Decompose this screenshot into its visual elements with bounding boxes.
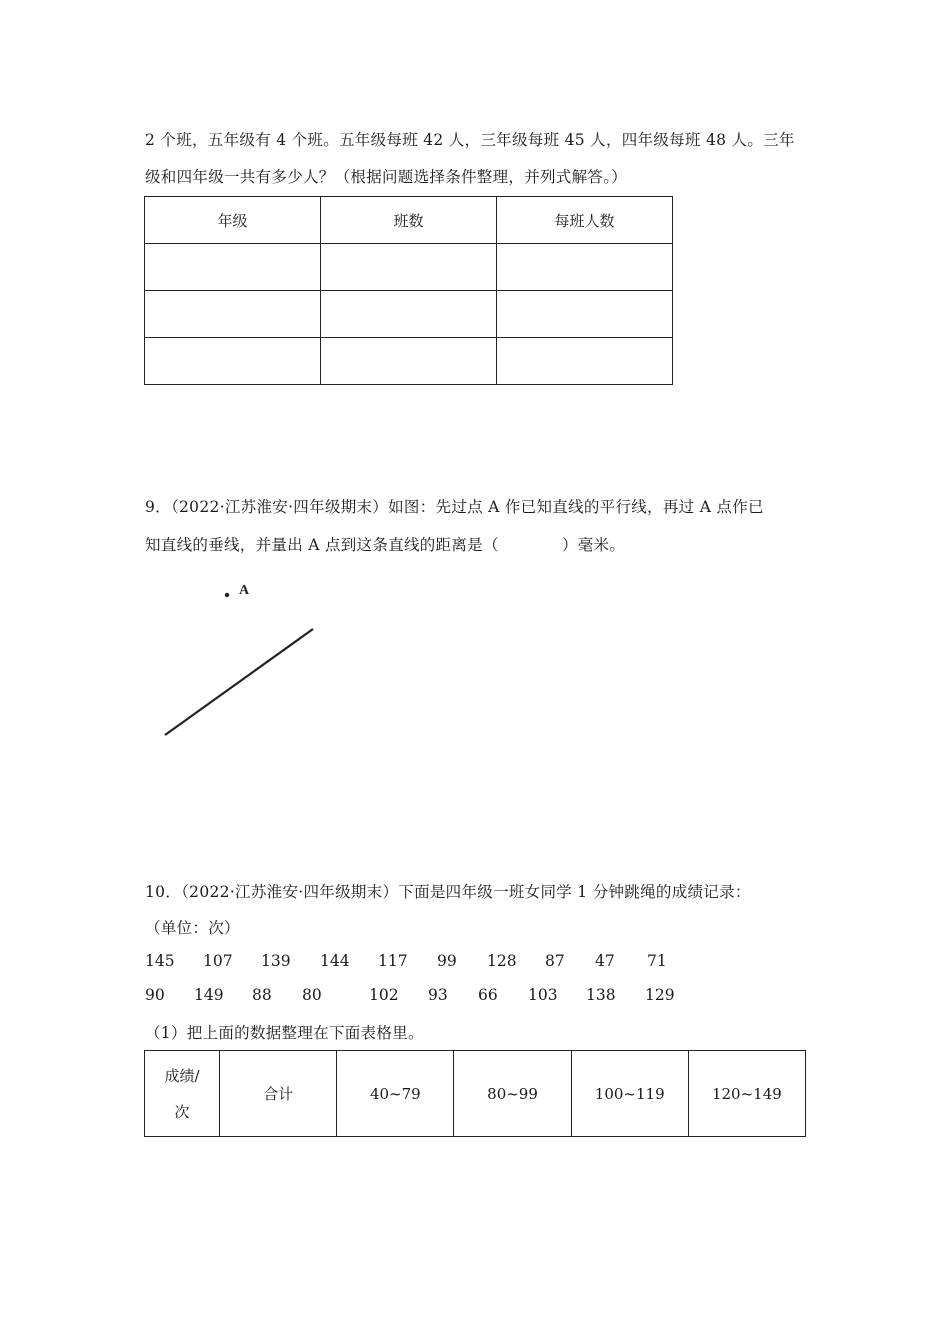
data-value: 144 xyxy=(320,952,350,970)
header-score-line2: 次 xyxy=(174,1102,190,1121)
data-value: 93 xyxy=(428,986,448,1004)
q9-text-line1: 9．（2022·江苏淮安·四年级期末）如图：先过点 A 作已知直线的平行线，再过 A 点作已 xyxy=(145,498,764,516)
q10-score-table xyxy=(144,1050,806,1137)
data-value: 102 xyxy=(369,986,399,1004)
data-value: 103 xyxy=(528,986,558,1004)
q8-text-line2: 级和四年级一共有多少人？（根据问题选择条件整理，并列式解答。） xyxy=(145,168,628,186)
data-value: 80 xyxy=(302,986,322,1004)
data-value: 47 xyxy=(595,952,615,970)
table-header-row xyxy=(145,1051,806,1137)
q10-text-line1: 10．（2022·江苏淮安·四年级期末）下面是四年级一班女同学 1 分钟跳绳的成绩记录： xyxy=(145,883,751,901)
q10-unit: （单位：次） xyxy=(145,919,240,937)
header-range-40-79: 40~79 xyxy=(337,1051,454,1137)
data-value: 87 xyxy=(545,952,565,970)
point-a-dot xyxy=(225,593,229,597)
data-value: 149 xyxy=(194,986,224,1004)
point-a-label: A xyxy=(239,583,250,598)
q9-text-line2: 知直线的垂线，并量出 A 点到这条直线的距离是（ ）毫米。 xyxy=(145,536,626,554)
data-value: 117 xyxy=(378,952,408,970)
header-range-120-149: 120~149 xyxy=(688,1051,805,1137)
data-value: 128 xyxy=(487,952,517,970)
header-score-line1: 成绩/ xyxy=(164,1066,200,1085)
data-value: 88 xyxy=(252,986,272,1004)
data-value: 107 xyxy=(203,952,233,970)
header-range-80-99: 80~99 xyxy=(454,1051,571,1137)
header-total: 合计 xyxy=(220,1051,337,1137)
data-value: 139 xyxy=(261,952,291,970)
data-value: 71 xyxy=(647,952,667,970)
data-value: 138 xyxy=(586,986,616,1004)
data-value: 66 xyxy=(478,986,498,1004)
header-per-class: 每班人数 xyxy=(497,197,673,244)
q8-text-line1: 2 个班，五年级有 4 个班。五年级每班 42 人，三年级每班 45 人，四年级每班 48 人。三年 xyxy=(145,131,795,149)
header-range-100-119: 100~119 xyxy=(571,1051,688,1137)
header-class-count: 班数 xyxy=(321,197,497,244)
header-grade: 年级 xyxy=(145,197,321,244)
given-straight-line xyxy=(165,629,313,735)
data-value: 99 xyxy=(437,952,457,970)
data-value: 90 xyxy=(145,986,165,1004)
header-score xyxy=(145,1051,220,1137)
data-value: 145 xyxy=(145,952,175,970)
data-value: 129 xyxy=(645,986,675,1004)
q10-sub1-text: （1）把上面的数据整理在下面表格里。 xyxy=(145,1024,424,1042)
